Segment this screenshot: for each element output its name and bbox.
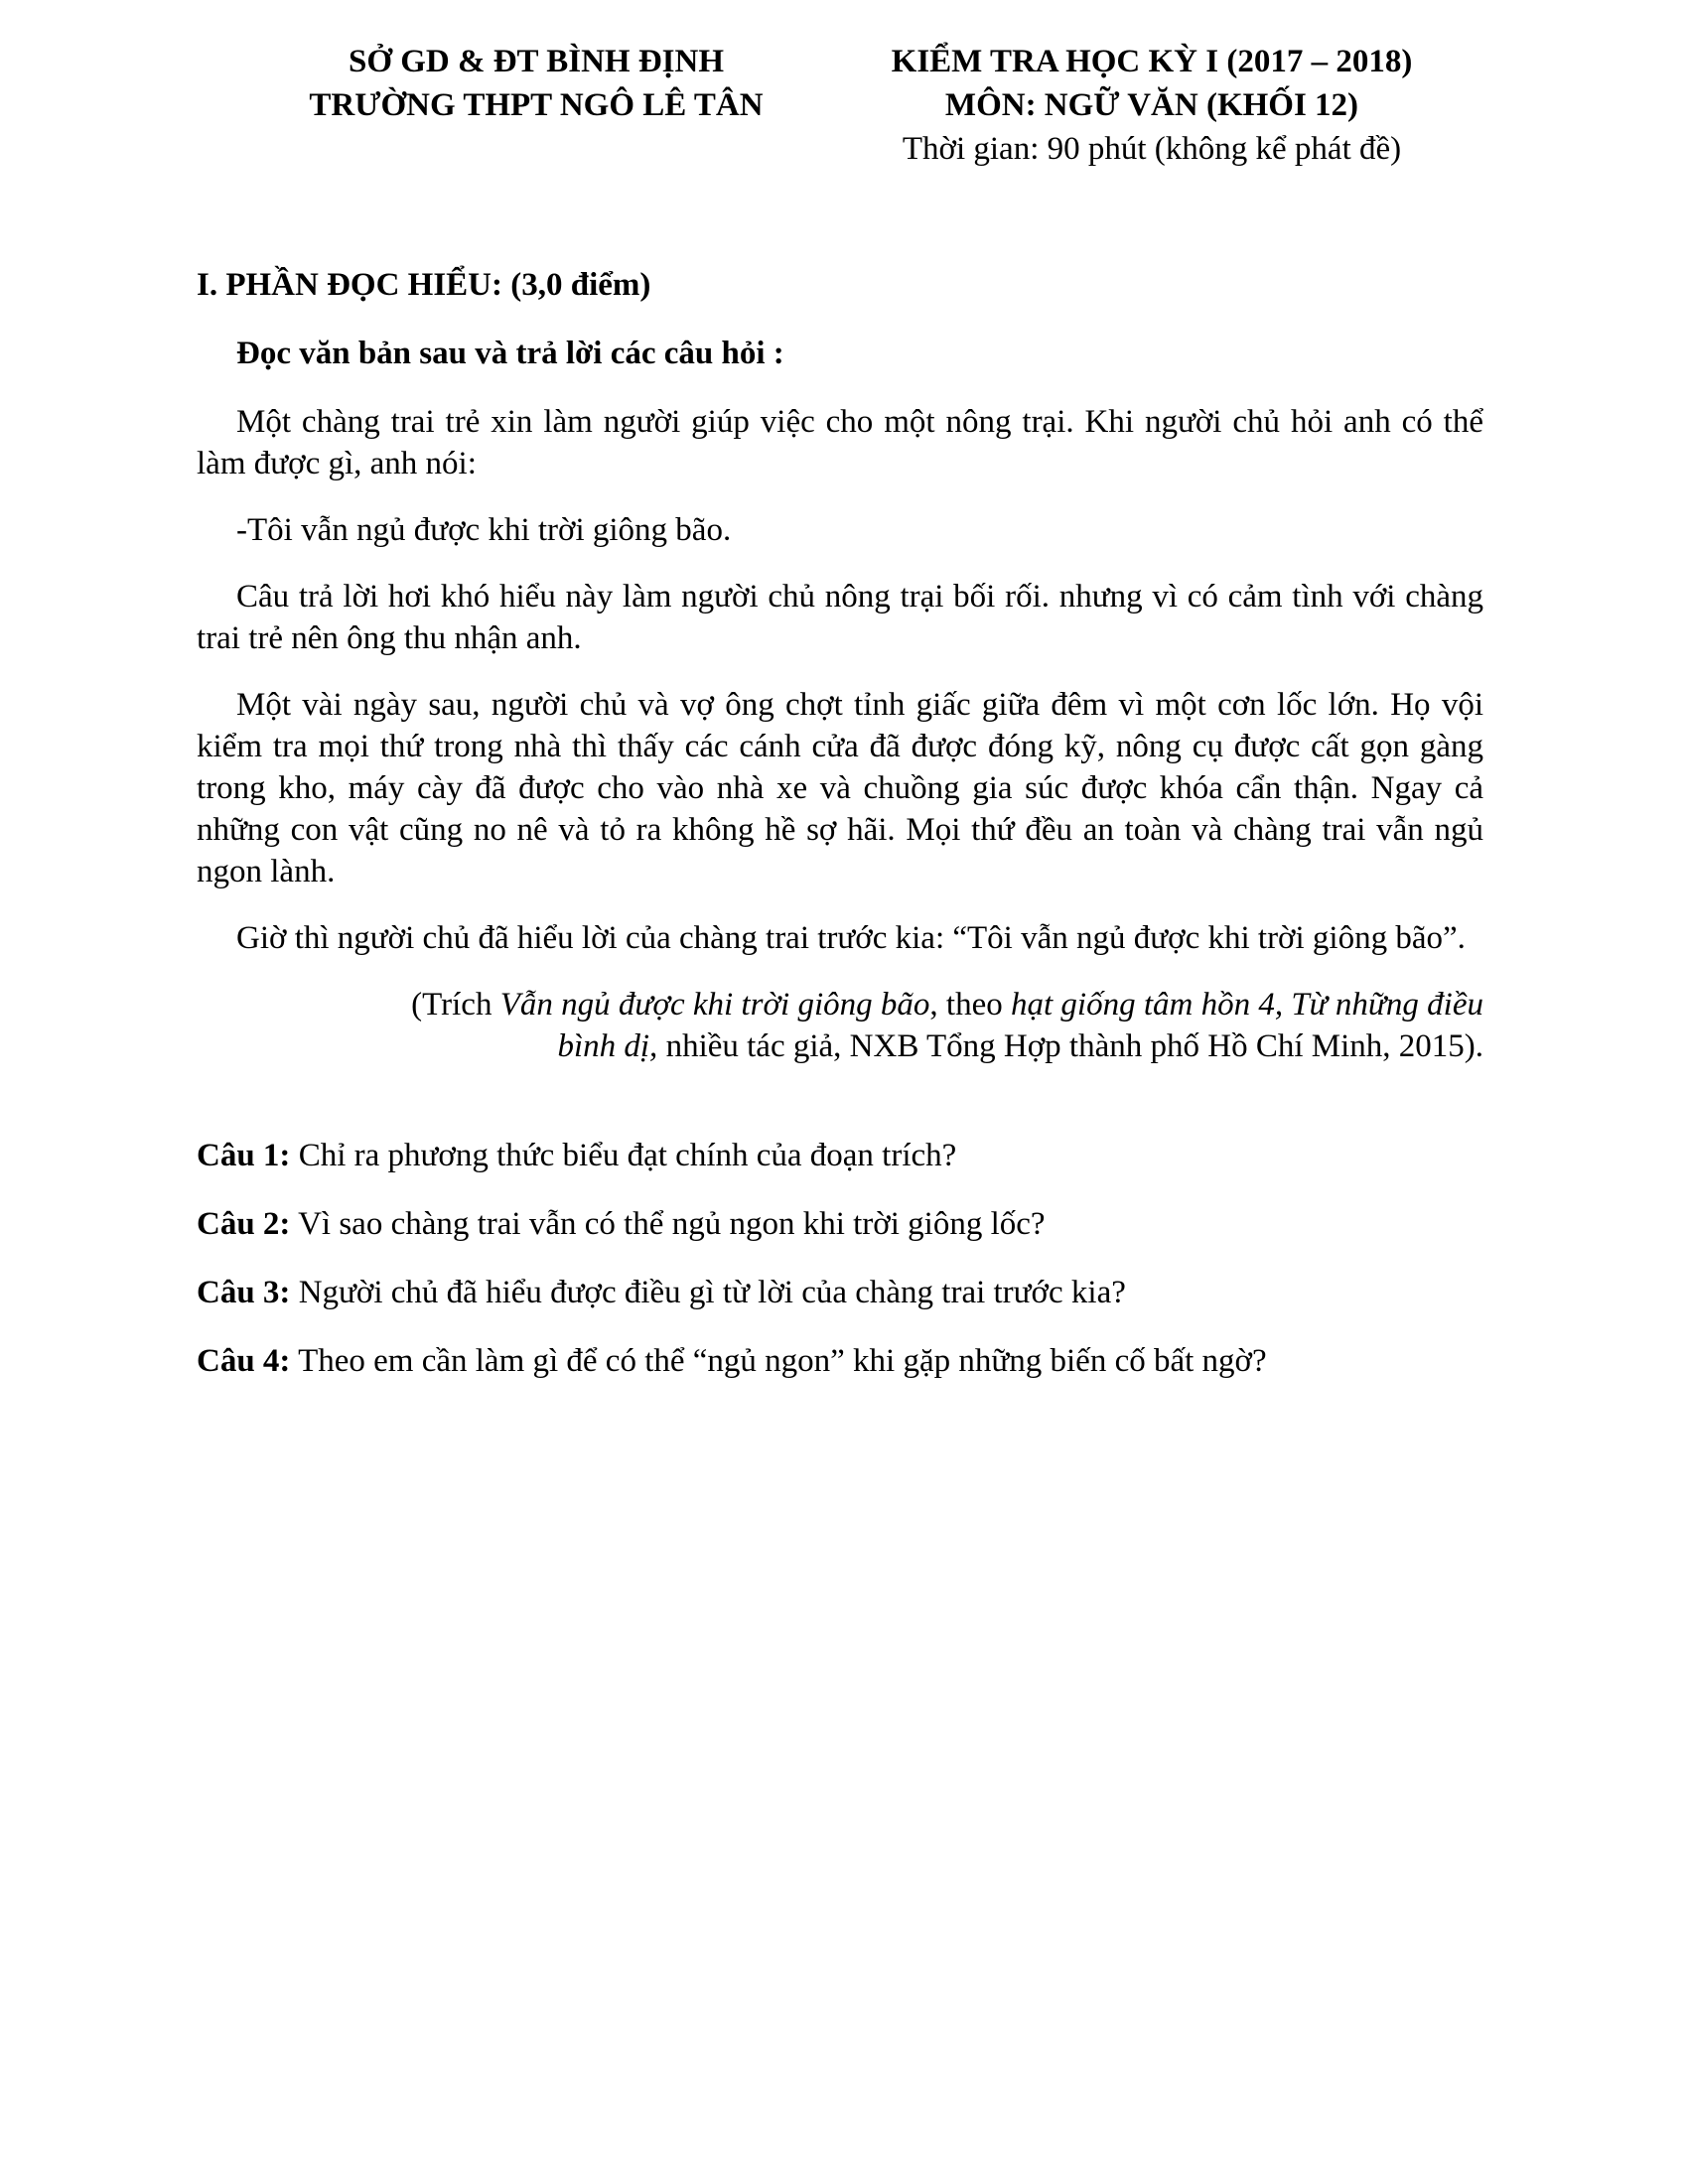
question-1 — [197, 1135, 1483, 1176]
passage-paragraph-1: Một chàng trai trẻ xin làm người giúp việc cho một nông trại. Khi người chủ hỏi anh có thể làm được gì, anh nói: — [197, 404, 1483, 481]
reading-passage — [197, 401, 1483, 959]
question-list — [197, 1135, 1483, 1382]
passage-paragraph-3: Câu trả lời hơi khó hiểu này làm người chủ nông trại bối rối. nhưng vì có cảm tình với chàng trai trẻ nên ông thu nhận anh. — [197, 579, 1483, 656]
question-text: Theo em cần làm gì để có thể “ngủ ngon” khi gặp những biến cố bất ngờ? — [290, 1343, 1267, 1379]
question-2 — [197, 1203, 1483, 1245]
question-label: Câu 1: — [197, 1138, 291, 1173]
citation-mid: , theo — [929, 987, 1011, 1023]
question-text: Người chủ đã hiểu được điều gì từ lời của chàng trai trước kia? — [290, 1275, 1126, 1310]
exam-content — [197, 264, 1483, 1409]
question-label: Câu 3: — [197, 1275, 291, 1310]
subject-title: MÔN: NGỮ VĂN (KHỐI 12) — [944, 87, 1359, 123]
question-label: Câu 4: — [197, 1343, 291, 1379]
section-title: I. PHẦN ĐỌC HIỂU: (3,0 điểm) — [197, 267, 651, 303]
question-3 — [197, 1272, 1483, 1313]
exam-title: KIỂM TRA HỌC KỲ I (2017 – 2018) — [891, 44, 1413, 79]
passage-citation — [197, 984, 1483, 1067]
header-right — [834, 40, 1470, 171]
exam-duration: Thời gian: 90 phút (không kể phát đề) — [902, 131, 1402, 167]
passage-paragraph-5: Giờ thì người chủ đã hiểu lời của chàng trai trước kia: “Tôi vẫn ngủ được khi trời giông bão”. — [236, 920, 1466, 956]
section-instruction: Đọc văn bản sau và trả lời các câu hỏi : — [236, 336, 784, 371]
question-text: Vì sao chàng trai vẫn có thể ngủ ngon khi trời giông lốc? — [290, 1206, 1046, 1242]
school-name: TRƯỜNG THPT NGÔ LÊ TÂN — [309, 87, 764, 123]
citation-tail: nhiều tác giả, NXB Tổng Hợp thành phố Hồ Chí Minh, 2015). — [657, 1028, 1483, 1064]
question-4 — [197, 1340, 1483, 1382]
passage-paragraph-2: -Tôi vẫn ngủ được khi trời giông bão. — [236, 512, 732, 548]
question-label: Câu 2: — [197, 1206, 291, 1242]
citation-title: Vẫn ngủ được khi trời giông bão — [499, 987, 930, 1023]
question-text: Chỉ ra phương thức biểu đạt chính của đoạn trích? — [290, 1138, 957, 1173]
citation-source: hạt giống tâm hồn 4, Từ những điều bình dị, — [557, 987, 1483, 1064]
citation-open: (Trích — [411, 987, 500, 1023]
passage-paragraph-4: Một vài ngày sau, người chủ và vợ ông chợt tỉnh giấc giữa đêm vì một cơn lốc lớn. Họ vội kiểm tra mọi thứ trong nhà thì thấy các cánh cửa đã được đóng kỹ, nông cụ được cất gọn gàng trong kho, máy cày đã được cho vào nhà xe và chuồng gia súc được khóa cẩn thận. Ngay cả những con vật cũng no nê và tỏ ra không hề sợ hãi. Mọi thứ đều an toàn và chàng trai vẫn ngủ ngon lành. — [197, 687, 1483, 889]
department-name: SỞ GD & ĐT BÌNH ĐỊNH — [348, 44, 725, 79]
header-left — [268, 40, 804, 127]
